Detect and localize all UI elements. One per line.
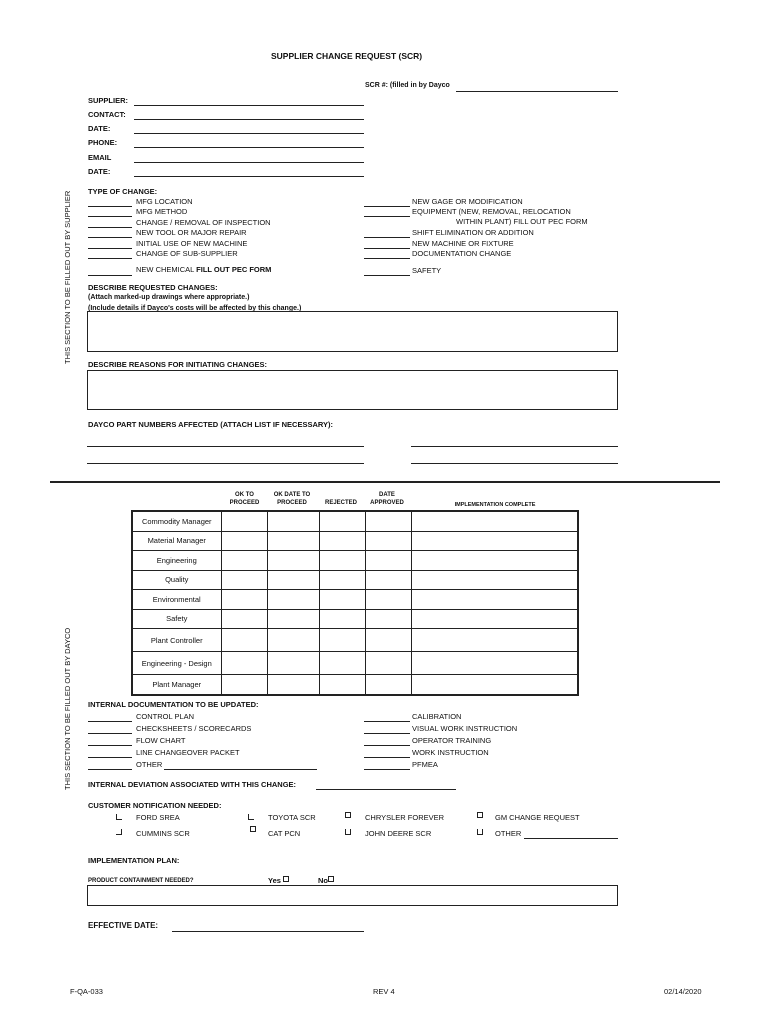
other-field[interactable] (524, 838, 618, 839)
revision: REV 4 (373, 987, 395, 996)
role-cell: Engineering (132, 551, 221, 571)
scr-number-label: SCR #: (filled in by Dayco (365, 82, 450, 89)
internal-deviation-field[interactable] (316, 789, 456, 790)
doc-check-line[interactable] (88, 757, 132, 758)
table-row (132, 652, 578, 675)
part-number-field[interactable] (87, 446, 364, 447)
doc-check-line[interactable] (364, 721, 410, 722)
type-option: DOCUMENTATION CHANGE (412, 249, 512, 258)
type-check-line[interactable] (88, 237, 132, 238)
ok-cell[interactable] (221, 511, 267, 531)
ford-label: FORD SREA (136, 813, 180, 822)
type-option-cont: WITHIN PLANT) FILL OUT PEC FORM (456, 217, 588, 226)
type-option: MFG METHOD (136, 207, 188, 216)
table-row (132, 675, 578, 695)
type-option: MFG LOCATION (136, 197, 193, 206)
rejected-cell[interactable] (319, 511, 365, 531)
type-check-line[interactable] (364, 216, 410, 217)
describe-changes-textarea[interactable] (87, 311, 618, 352)
doc-option: VISUAL WORK INSTRUCTION (412, 724, 518, 733)
chrysler-label: CHRYSLER FOREVER (365, 813, 445, 822)
doc-check-line[interactable] (88, 769, 132, 770)
doc-option: CHECKSHEETS / SCORECARDS (136, 724, 252, 733)
doc-check-line[interactable] (88, 745, 132, 746)
containment-yes-label: Yes (268, 876, 281, 885)
col-ok-date: OK DATE TO PROCEED (273, 492, 311, 506)
doc-option: WORK INSTRUCTION (412, 748, 489, 757)
date-approved-cell[interactable] (365, 551, 411, 571)
internal-deviation-label: INTERNAL DEVIATION ASSOCIATED WITH THIS CHANGE: (88, 780, 297, 789)
doc-check-line[interactable] (88, 721, 132, 722)
containment-no-label: No (318, 876, 328, 885)
role-cell: Quality (132, 570, 221, 590)
toyota-checkbox[interactable] (248, 814, 254, 820)
doc-option: CALIBRATION (412, 712, 462, 721)
impl-cell[interactable] (411, 551, 578, 571)
type-check-line[interactable] (88, 275, 132, 276)
type-check-line[interactable] (364, 237, 410, 238)
type-option: NEW GAGE OR MODIFICATION (412, 197, 523, 206)
doc-check-line[interactable] (364, 757, 410, 758)
type-check-line[interactable] (364, 248, 410, 249)
supplier-section-label: THIS SECTION TO BE FILLED OUT BY SUPPLIER (63, 190, 72, 364)
containment-textarea[interactable] (87, 885, 618, 906)
type-option: SHIFT ELIMINATION OR ADDITION (412, 228, 534, 237)
ford-checkbox[interactable] (116, 814, 122, 820)
other-label: OTHER (495, 829, 522, 838)
contact-field[interactable] (134, 119, 364, 120)
date-approved-cell[interactable] (365, 511, 411, 531)
ok-date-cell[interactable] (267, 511, 319, 531)
type-check-line[interactable] (364, 275, 410, 276)
supplier-field[interactable] (134, 105, 364, 106)
cummins-label: CUMMINS SCR (136, 829, 190, 838)
describe-reasons-heading: DESCRIBE REASONS FOR INITIATING CHANGES: (88, 360, 268, 369)
doc-option: PFMEA (412, 760, 438, 769)
chrysler-checkbox[interactable] (345, 812, 351, 818)
date-approved-cell[interactable] (365, 609, 411, 629)
ok-cell[interactable] (221, 590, 267, 610)
ok-date-cell[interactable] (267, 652, 319, 675)
internal-docs-heading: INTERNAL DOCUMENTATION TO BE UPDATED: (88, 700, 259, 709)
impl-cell[interactable] (411, 570, 578, 590)
date2-label: DATE: (88, 167, 111, 176)
form-title: SUPPLIER CHANGE REQUEST (SCR) (271, 51, 423, 61)
role-cell: Engineering - Design (132, 652, 221, 675)
part-numbers-heading: DAYCO PART NUMBERS AFFECTED (ATTACH LIST IF NECESSARY): (88, 420, 333, 429)
phone-label: PHONE: (88, 138, 118, 147)
role-cell: Commodity Manager (132, 511, 221, 531)
describe-reasons-textarea[interactable] (87, 370, 618, 410)
rejected-cell[interactable] (319, 531, 365, 551)
doc-check-line[interactable] (364, 769, 410, 770)
part-number-field[interactable] (87, 463, 364, 464)
type-option: EQUIPMENT (NEW, REMOVAL, RELOCATION (412, 207, 571, 216)
rejected-cell[interactable] (319, 629, 365, 652)
table-row (132, 511, 578, 531)
type-check-line[interactable] (364, 206, 410, 207)
role-cell: Plant Manager (132, 675, 221, 695)
doc-option: OPERATOR TRAINING (412, 736, 492, 745)
role-cell: Material Manager (132, 531, 221, 551)
ok-cell[interactable] (221, 675, 267, 695)
type-option-chemical (136, 266, 271, 274)
table-row (132, 570, 578, 590)
date-approved-cell[interactable] (365, 531, 411, 551)
form-id: F-QA-033 (70, 987, 103, 996)
doc-other-field[interactable] (164, 769, 317, 770)
doc-option: OTHER (136, 760, 163, 769)
type-of-change-heading: TYPE OF CHANGE: (88, 187, 158, 196)
rejected-cell[interactable] (319, 570, 365, 590)
ok-date-cell[interactable] (267, 609, 319, 629)
email-label: EMAIL (88, 153, 112, 162)
dayco-section-label: THIS SECTION TO BE FILLED OUT BY DAYCO (63, 627, 72, 790)
customer-notification-heading: CUSTOMER NOTIFICATION NEEDED: (88, 801, 222, 810)
date-approved-cell[interactable] (365, 652, 411, 675)
rejected-cell[interactable] (319, 590, 365, 610)
type-option: CHANGE OF SUB-SUPPLIER (136, 249, 238, 258)
col-rejected: REJECTED (324, 500, 357, 506)
date-approved-cell[interactable] (365, 675, 411, 695)
cat-label: CAT PCN (268, 829, 301, 838)
doc-option: CONTROL PLAN (136, 712, 195, 721)
describe-changes-note1: (Attach marked-up drawings where appropriate.) (88, 294, 250, 301)
ok-date-cell[interactable] (267, 675, 319, 695)
containment-yes-checkbox[interactable] (283, 876, 289, 882)
ok-date-cell[interactable] (267, 531, 319, 551)
table-row (132, 609, 578, 629)
effective-date-field[interactable] (172, 931, 364, 932)
part-number-field[interactable] (411, 446, 618, 447)
col-ok-to-proceed: OK TO PROCEED (229, 492, 260, 506)
ok-cell[interactable] (221, 551, 267, 571)
ok-cell[interactable] (221, 609, 267, 629)
type-option: NEW TOOL OR MAJOR REPAIR (136, 228, 247, 237)
approval-table (131, 510, 579, 696)
rejected-cell[interactable] (319, 551, 365, 571)
col-date-approved: DATE APPROVED (370, 492, 404, 506)
type-check-line[interactable] (88, 206, 132, 207)
impl-cell[interactable] (411, 675, 578, 695)
type-option: CHANGE / REMOVAL OF INSPECTION (136, 218, 271, 227)
doc-option: FLOW CHART (136, 736, 186, 745)
ok-date-cell[interactable] (267, 590, 319, 610)
impl-cell[interactable] (411, 629, 578, 652)
doc-check-line[interactable] (364, 745, 410, 746)
type-check-line[interactable] (88, 227, 132, 228)
ok-cell[interactable] (221, 629, 267, 652)
impl-cell[interactable] (411, 652, 578, 675)
type-option: INITIAL USE OF NEW MACHINE (136, 239, 248, 248)
part-number-field[interactable] (411, 463, 618, 464)
role-cell: Environmental (132, 590, 221, 610)
containment-label: PRODUCT CONTAINMENT NEEDED? (88, 878, 194, 884)
date-approved-cell[interactable] (365, 629, 411, 652)
type-check-line[interactable] (364, 258, 410, 259)
supplier-label: SUPPLIER: (88, 96, 129, 105)
ok-cell[interactable] (221, 531, 267, 551)
chemical-pec-note: FILL OUT PEC FORM (196, 265, 272, 274)
containment-no-checkbox[interactable] (328, 876, 334, 882)
type-check-line[interactable] (88, 258, 132, 259)
describe-changes-heading: DESCRIBE REQUESTED CHANGES: (88, 283, 218, 292)
rejected-cell[interactable] (319, 675, 365, 695)
ok-cell[interactable] (221, 570, 267, 590)
type-check-line[interactable] (88, 248, 132, 249)
chemical-label: NEW CHEMICAL (136, 265, 197, 274)
describe-changes-note2: (Include details if Dayco's costs will be affected by this change.) (88, 305, 302, 312)
type-option: NEW MACHINE OR FIXTURE (412, 239, 514, 248)
impl-cell[interactable] (411, 590, 578, 610)
john-deere-checkbox[interactable] (345, 829, 351, 835)
type-option: SAFETY (412, 266, 442, 275)
doc-check-line[interactable] (364, 733, 410, 734)
email-field[interactable] (134, 162, 364, 163)
table-row (132, 531, 578, 551)
doc-check-line[interactable] (88, 733, 132, 734)
role-cell: Plant Controller (132, 629, 221, 652)
role-cell: Safety (132, 609, 221, 629)
ok-cell[interactable] (221, 652, 267, 675)
rejected-cell[interactable] (319, 652, 365, 675)
date2-field[interactable] (134, 176, 364, 177)
toyota-label: TOYOTA SCR (268, 813, 316, 822)
col-implementation-complete: IMPLEMENTATION COMPLETE (454, 502, 536, 508)
table-row (132, 629, 578, 652)
ok-date-cell[interactable] (267, 570, 319, 590)
impl-cell[interactable] (411, 609, 578, 629)
impl-cell[interactable] (411, 511, 578, 531)
effective-date-label: EFFECTIVE DATE: (88, 921, 159, 930)
doc-option: LINE CHANGEOVER PACKET (136, 748, 240, 757)
ok-date-cell[interactable] (267, 551, 319, 571)
contact-label: CONTACT: (88, 110, 126, 119)
cat-checkbox[interactable] (250, 826, 256, 832)
table-row (132, 551, 578, 571)
date-label: DATE: (88, 124, 111, 133)
date-approved-cell[interactable] (365, 590, 411, 610)
date-approved-cell[interactable] (365, 570, 411, 590)
gm-checkbox[interactable] (477, 812, 483, 818)
impl-cell[interactable] (411, 531, 578, 551)
implementation-plan-heading: IMPLEMENTATION PLAN: (88, 856, 180, 865)
table-row (132, 590, 578, 610)
ok-date-cell[interactable] (267, 629, 319, 652)
cummins-checkbox[interactable] (116, 829, 122, 835)
scr-number-field[interactable] (456, 91, 618, 92)
rejected-cell[interactable] (319, 609, 365, 629)
gm-label: GM CHANGE REQUEST (495, 813, 580, 822)
date-field[interactable] (134, 133, 364, 134)
other-checkbox[interactable] (477, 829, 483, 835)
section-divider (50, 481, 720, 483)
john-deere-label: JOHN DEERE SCR (365, 829, 432, 838)
phone-field[interactable] (134, 147, 364, 148)
footer-date: 02/14/2020 (664, 987, 702, 996)
type-check-line[interactable] (88, 216, 132, 217)
